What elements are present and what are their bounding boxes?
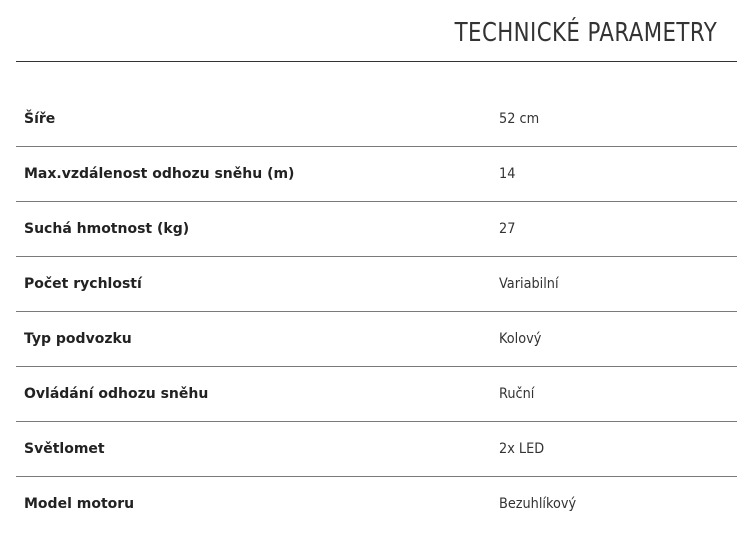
spec-value: Ruční [499, 386, 535, 402]
spec-value: 2x LED [499, 441, 545, 457]
spec-row-dry-weight [16, 202, 737, 257]
spec-row-speeds [16, 257, 737, 312]
spec-name: Ovládání odhozu sněhu [24, 386, 209, 402]
spec-value: 14 [499, 166, 516, 182]
section-header [16, 0, 737, 62]
spec-table [16, 92, 737, 532]
spec-row-headlight [16, 422, 737, 477]
spec-name: Typ podvozku [24, 331, 132, 347]
spec-row-throw-distance [16, 147, 737, 202]
spec-value: Kolový [499, 331, 542, 347]
spec-value: 52 cm [499, 111, 540, 127]
spec-name: Suchá hmotnost (kg) [24, 221, 190, 237]
spec-value: Variabilní [499, 276, 559, 292]
spec-name: Světlomet [24, 441, 105, 457]
spec-name: Max.vzdálenost odhozu sněhu (m) [24, 166, 295, 182]
spec-row-chassis [16, 312, 737, 367]
section-title: TECHNICKÉ PARAMETRY [454, 18, 717, 48]
spec-value: Bezuhlíkový [499, 496, 577, 512]
spec-name: Model motoru [24, 496, 135, 512]
spec-value: 27 [499, 221, 516, 237]
spec-name: Počet rychlostí [24, 276, 142, 292]
spec-row-chute-control [16, 367, 737, 422]
spec-name: Šíře [24, 111, 56, 127]
spec-row-width [16, 92, 737, 147]
spec-row-motor-model [16, 477, 737, 532]
